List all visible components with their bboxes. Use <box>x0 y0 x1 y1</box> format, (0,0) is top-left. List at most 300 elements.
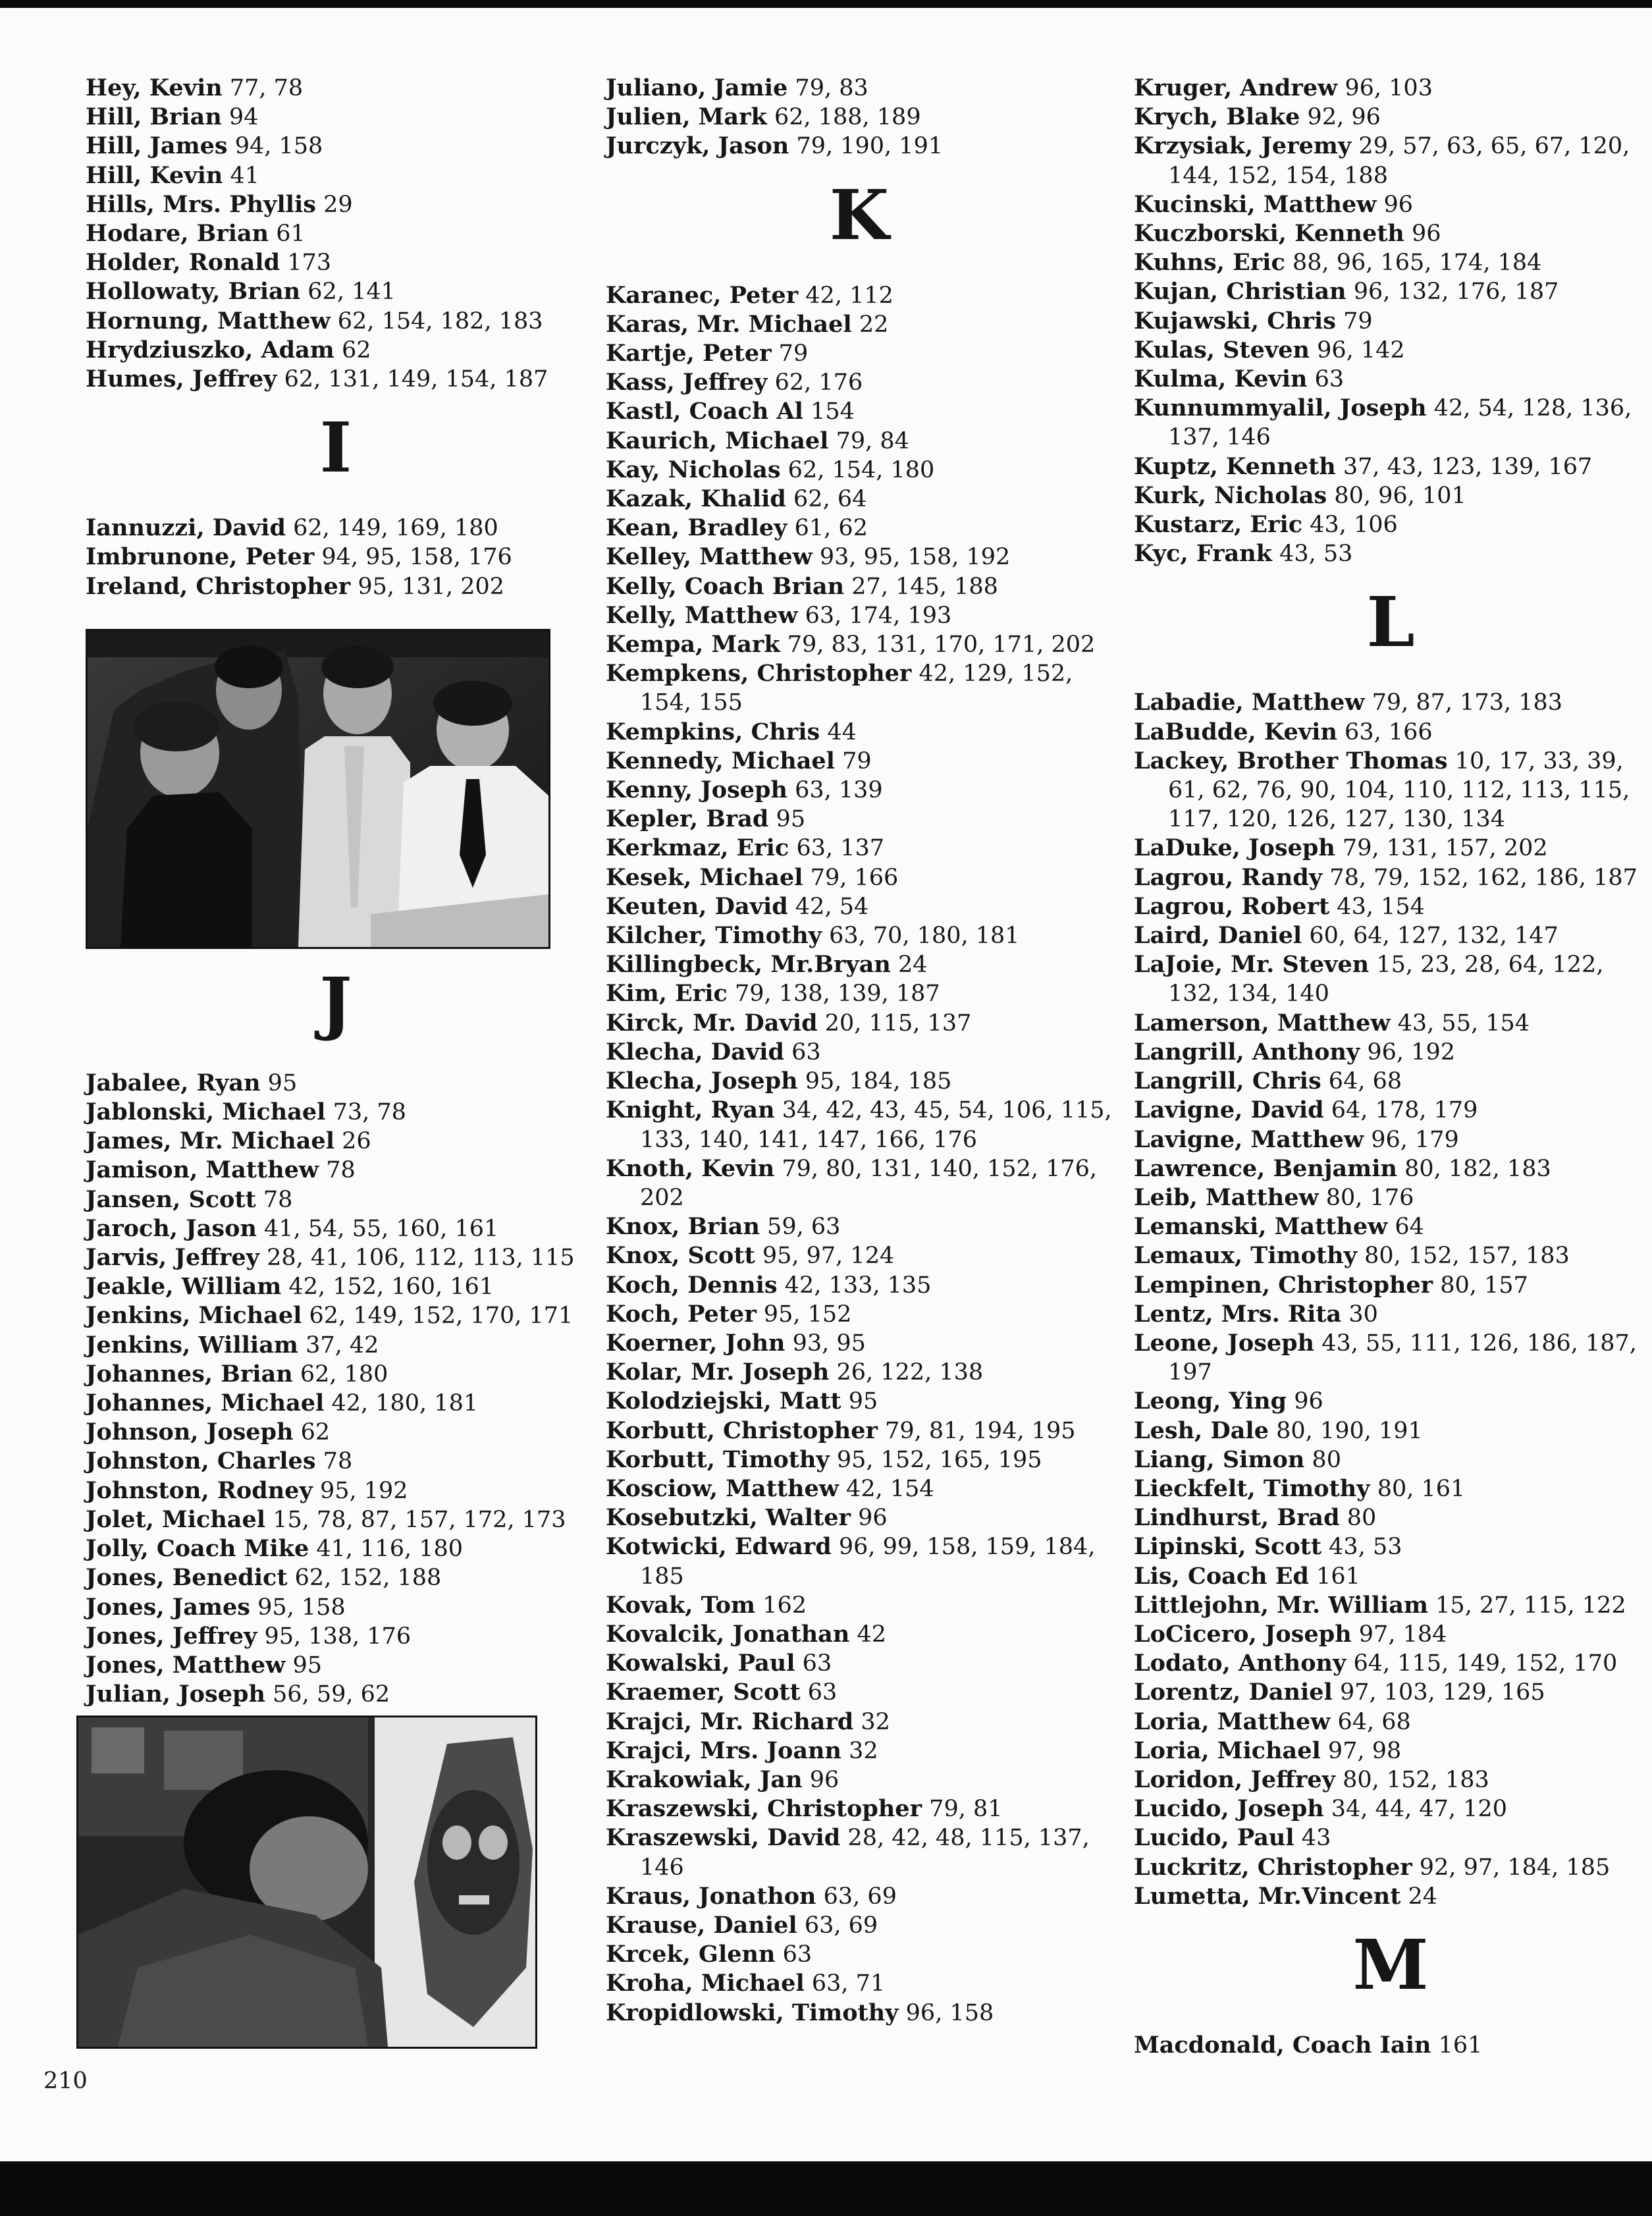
entry-name: Lagrou, Randy <box>1134 863 1323 891</box>
entry-pages: 96 <box>1294 1388 1323 1415</box>
entry-pages: 80, 182, 183 <box>1404 1155 1551 1182</box>
entry-pages: 92, 97, 184, 185 <box>1419 1854 1611 1881</box>
entry-pages: 62, 188, 189 <box>774 104 921 131</box>
index-entry <box>606 543 1113 572</box>
entry-name: Kyc, Frank <box>1134 540 1272 568</box>
entry-pages: 95 <box>776 806 806 833</box>
entry-pages: 62, 131, 149, 154, 187 <box>284 366 548 393</box>
index-entry <box>1134 277 1647 306</box>
entry-pages: 64, 68 <box>1328 1068 1402 1095</box>
entry-name: Knox, Scott <box>606 1242 755 1270</box>
entry-name: Jenkins, Michael <box>86 1302 302 1330</box>
entry-name: Koch, Peter <box>606 1300 757 1328</box>
entry-pages: 59, 63 <box>767 1214 841 1241</box>
index-entry <box>1134 834 1647 863</box>
index-entry <box>1134 1882 1647 1911</box>
index-entry <box>86 1272 586 1301</box>
entry-pages: 26 <box>342 1128 371 1155</box>
index-entry <box>606 1532 1113 1590</box>
entry-pages: 41, 116, 180 <box>316 1536 464 1563</box>
entry-name: Kraemer, Scott <box>606 1679 801 1706</box>
index-entry <box>606 103 1113 132</box>
index-entry <box>86 336 586 365</box>
entry-pages: 29, 57, 63, 65, 67, 120, 144, 152, 154, 188 <box>1168 133 1630 189</box>
index-entry <box>606 1212 1113 1241</box>
index-entry <box>1134 1009 1647 1038</box>
entry-pages: 96 <box>1412 221 1441 248</box>
entry-name: Jabalee, Ryan <box>86 1069 261 1096</box>
entry-name: Hornung, Matthew <box>86 307 331 335</box>
entry-pages: 63, 69 <box>823 1883 897 1910</box>
entry-name: Jolet, Michael <box>86 1505 266 1533</box>
entry-pages: 61, 62 <box>794 515 868 542</box>
entry-name: Korbutt, Christopher <box>606 1417 878 1444</box>
entry-pages: 95, 192 <box>319 1477 408 1504</box>
index-entry <box>86 543 586 572</box>
index-entry <box>1134 1241 1647 1270</box>
entry-name: Littlejohn, Mr. William <box>1134 1591 1429 1619</box>
index-entry <box>1134 1096 1647 1125</box>
entry-name: Lamerson, Matthew <box>1134 1009 1391 1037</box>
entry-name: Lodato, Anthony <box>1134 1650 1346 1677</box>
index-entry <box>86 572 586 601</box>
entry-pages: 161 <box>1438 2032 1483 2059</box>
entry-name: Kovalcik, Jonathan <box>606 1620 850 1648</box>
entry-name: Kaurich, Michael <box>606 427 829 454</box>
index-entry <box>606 1241 1113 1270</box>
entry-name: Liang, Simon <box>1134 1446 1305 1473</box>
index-entry <box>606 1969 1113 1998</box>
entry-pages: 41 <box>230 162 260 189</box>
entry-name: LaJoie, Mr. Steven <box>1134 951 1370 979</box>
entry-pages: 97, 98 <box>1327 1737 1402 1764</box>
entry-name: Johnston, Charles <box>86 1447 316 1475</box>
index-entry <box>86 1651 586 1680</box>
entry-pages: 42, 129, 152, 154, 155 <box>640 661 1073 716</box>
entry-pages: 80, 152, 157, 183 <box>1364 1243 1570 1270</box>
entry-pages: 77, 78 <box>229 75 304 101</box>
entry-pages: 79, 81 <box>929 1796 1003 1823</box>
index-entry <box>1134 1125 1647 1154</box>
index-entry <box>1134 1474 1647 1503</box>
index-entry <box>86 1331 586 1360</box>
entry-pages: 60, 64, 127, 132, 147 <box>1309 923 1559 950</box>
entry-pages: 93, 95 <box>792 1330 866 1357</box>
entry-pages: 79, 83 <box>795 75 868 101</box>
entry-name: James, Mr. Michael <box>86 1127 334 1155</box>
entry-name: Knight, Ryan <box>606 1096 775 1124</box>
entry-name: Lackey, Brother Thomas <box>1134 747 1448 774</box>
entry-name: Langrill, Chris <box>1134 1067 1321 1095</box>
entry-pages: 34, 42, 43, 45, 54, 106, 115, 133, 140, 141, 147, 166, 176 <box>640 1097 1112 1153</box>
entry-name: Jaroch, Jason <box>86 1214 257 1242</box>
entry-pages: 96, 192 <box>1367 1039 1455 1066</box>
entry-name: Kelly, Coach Brian <box>606 572 845 600</box>
entry-name: Lucido, Paul <box>1134 1824 1294 1852</box>
index-entry <box>86 1214 586 1243</box>
entry-pages: 42, 133, 135 <box>784 1272 932 1299</box>
index-entry <box>1134 718 1647 747</box>
index-entry <box>606 132 1113 161</box>
entry-name: Lagrou, Robert <box>1134 892 1330 920</box>
entry-name: Iannuzzi, David <box>86 514 286 542</box>
index-entry <box>606 1795 1113 1824</box>
entry-name: Lavigne, David <box>1134 1096 1324 1124</box>
entry-name: Hills, Mrs. Phyllis <box>86 190 316 218</box>
entry-name: Kenny, Joseph <box>606 776 787 804</box>
entry-name: Kolodziejski, Matt <box>606 1388 841 1415</box>
index-entry <box>606 601 1113 630</box>
entry-pages: 63 <box>782 1941 813 1968</box>
index-entry <box>606 659 1113 717</box>
index-page <box>0 8 1652 2161</box>
entry-name: Kulas, Steven <box>1134 336 1310 364</box>
entry-pages: 96 <box>809 1766 839 1793</box>
index-entry <box>606 1038 1113 1067</box>
entry-name: Lucido, Joseph <box>1134 1795 1324 1823</box>
index-entry <box>1134 510 1647 539</box>
index-entry <box>1134 1154 1647 1183</box>
index-entry <box>86 277 586 306</box>
entry-name: Kotwicki, Edward <box>606 1533 832 1561</box>
entry-pages: 95 <box>848 1388 878 1415</box>
entry-name: Kucinski, Matthew <box>1134 190 1377 218</box>
entry-pages: 62, 154, 180 <box>787 456 935 483</box>
entry-pages: 63, 71 <box>811 1970 886 1997</box>
index-entry <box>606 1387 1113 1416</box>
entry-name: Jones, James <box>86 1593 250 1621</box>
index-entry <box>1134 1271 1647 1300</box>
entry-name: Labadie, Matthew <box>1134 689 1365 716</box>
index-entry <box>86 1680 586 1709</box>
entry-pages: 62, 141 <box>307 279 396 306</box>
entry-name: Hollowaty, Brian <box>86 278 301 306</box>
entry-pages: 43, 106 <box>1310 512 1398 539</box>
entry-name: LaDuke, Joseph <box>1134 834 1335 862</box>
entry-name: Kosebutzki, Walter <box>606 1504 851 1532</box>
entry-name: Jamison, Matthew <box>86 1156 319 1184</box>
entry-pages: 78 <box>326 1157 356 1184</box>
index-entry <box>606 1649 1113 1678</box>
entry-name: Leib, Matthew <box>1134 1183 1319 1211</box>
entry-name: Krcek, Glenn <box>606 1941 776 1968</box>
entry-name: Loria, Michael <box>1134 1737 1321 1764</box>
entry-name: Jeakle, William <box>86 1273 282 1301</box>
index-entry <box>606 572 1113 601</box>
entry-name: Jablonski, Michael <box>86 1098 326 1126</box>
index-entry <box>606 630 1113 659</box>
entry-pages: 30 <box>1348 1301 1378 1328</box>
entry-name: Kirck, Mr. David <box>606 1009 818 1037</box>
entry-pages: 95 <box>267 1069 298 1096</box>
entry-pages: 96, 103 <box>1345 75 1433 101</box>
entry-pages: 62, 149, 169, 180 <box>293 515 498 542</box>
entry-pages: 42, 54, 128, 136, 137, 146 <box>1168 395 1632 451</box>
entry-name: Kulma, Kevin <box>1134 365 1308 393</box>
entry-pages: 15, 23, 28, 64, 122, 132, 134, 140 <box>1168 952 1604 1008</box>
entry-pages: 64, 68 <box>1337 1708 1411 1735</box>
index-entry <box>1134 1824 1647 1852</box>
section-letter-i: I <box>319 407 352 489</box>
entry-pages: 73, 78 <box>333 1099 406 1126</box>
entry-pages: 95, 131, 202 <box>358 573 505 600</box>
index-entry <box>86 1418 586 1447</box>
index-entry <box>1134 921 1647 950</box>
entry-name: Kelly, Matthew <box>606 601 798 629</box>
index-entry <box>86 248 586 277</box>
index-entry <box>606 281 1113 310</box>
entry-name: Lieckfelt, Timothy <box>1134 1474 1370 1502</box>
entry-name: Lemanski, Matthew <box>1134 1213 1388 1241</box>
entry-name: Kraszewski, Christopher <box>606 1795 922 1823</box>
entry-pages: 63 <box>1314 366 1345 393</box>
entry-pages: 10, 17, 33, 39, 61, 62, 76, 90, 104, 110, 112, 113, 115, 117, 120, 126, 127, 130, 134 <box>1168 747 1630 833</box>
entry-pages: 63 <box>807 1679 838 1706</box>
entry-name: Kastl, Coach Al <box>606 398 803 425</box>
entry-pages: 95, 97, 124 <box>762 1243 895 1270</box>
index-column-1 <box>86 74 586 2049</box>
section-letter-k: K <box>829 174 890 256</box>
index-entry <box>606 1708 1113 1737</box>
index-entry <box>606 1678 1113 1707</box>
entry-name: Knox, Brian <box>606 1213 760 1241</box>
index-entry <box>86 1389 586 1418</box>
entry-pages: 63, 166 <box>1345 718 1433 745</box>
entry-pages: 63, 174, 193 <box>805 602 952 629</box>
entry-pages: 88, 96, 165, 174, 184 <box>1292 250 1542 277</box>
index-entry <box>86 161 586 190</box>
index-column-3 <box>1134 74 1647 2060</box>
entry-pages: 64, 115, 149, 152, 170 <box>1353 1650 1618 1677</box>
entry-name: Hrydziuszko, Adam <box>86 336 334 364</box>
entry-name: Kujawski, Chris <box>1134 307 1336 335</box>
entry-pages: 43, 53 <box>1279 541 1353 568</box>
index-entry <box>86 103 586 132</box>
index-entry <box>1134 248 1647 277</box>
entry-name: Lentz, Mrs. Rita <box>1134 1300 1342 1328</box>
entry-name: Kerkmaz, Eric <box>606 834 789 862</box>
entry-name: Kolar, Mr. Joseph <box>606 1359 830 1386</box>
entry-pages: 24 <box>1408 1883 1438 1910</box>
entry-pages: 24 <box>897 952 928 979</box>
entry-pages: 96, 142 <box>1317 337 1405 364</box>
index-entry <box>1134 1591 1647 1620</box>
index-entry <box>606 368 1113 397</box>
entry-name: Kovak, Tom <box>606 1591 756 1619</box>
index-entry <box>606 1620 1113 1649</box>
entry-pages: 96 <box>858 1505 888 1532</box>
entry-name: Karanec, Peter <box>606 281 799 309</box>
entry-name: Julien, Mark <box>606 103 767 131</box>
entry-name: Juliano, Jamie <box>606 74 788 101</box>
entry-name: Hill, Brian <box>86 103 222 131</box>
entry-name: LaBudde, Kevin <box>1134 718 1337 745</box>
index-entry <box>1134 336 1647 365</box>
index-entry <box>86 1505 586 1534</box>
entry-pages: 79, 138, 139, 187 <box>734 981 940 1008</box>
entry-name: Kunnummyalil, Joseph <box>1134 394 1427 422</box>
index-entry <box>606 1882 1113 1911</box>
entry-pages: 43, 154 <box>1337 893 1425 920</box>
entry-name: Krakowiak, Jan <box>606 1766 803 1793</box>
entry-name: Ireland, Christopher <box>86 572 351 600</box>
index-entry <box>1134 307 1647 336</box>
entry-pages: 162 <box>762 1592 807 1619</box>
index-entry <box>86 1622 586 1651</box>
index-entry <box>1134 747 1647 834</box>
entry-name: Krajci, Mrs. Joann <box>606 1737 841 1764</box>
entry-name: Karas, Mr. Michael <box>606 310 852 338</box>
entry-pages: 79, 81, 194, 195 <box>885 1417 1076 1444</box>
entry-name: Kraus, Jonathon <box>606 1882 816 1910</box>
entry-pages: 43 <box>1301 1825 1331 1852</box>
entry-pages: 62, 152, 188 <box>294 1565 442 1592</box>
entry-pages: 27, 145, 188 <box>851 573 998 600</box>
entry-pages: 80, 157 <box>1440 1272 1528 1299</box>
entry-name: Jones, Jeffrey <box>86 1622 257 1650</box>
entry-name: Loridon, Jeffrey <box>1134 1766 1335 1793</box>
index-entry <box>606 485 1113 514</box>
entry-pages: 80, 161 <box>1377 1475 1466 1502</box>
index-entry <box>86 132 586 161</box>
entry-name: Kroha, Michael <box>606 1970 805 1997</box>
entry-name: Lemaux, Timothy <box>1134 1242 1357 1270</box>
entry-name: Johannes, Michael <box>86 1390 325 1417</box>
entry-pages: 93, 95, 158, 192 <box>819 544 1011 571</box>
entry-pages: 64 <box>1395 1214 1424 1241</box>
entry-name: Kuptz, Kenneth <box>1134 452 1336 480</box>
index-entry <box>606 427 1113 456</box>
entry-name: Knoth, Kevin <box>606 1154 775 1182</box>
entry-name: Kustarz, Eric <box>1134 511 1303 539</box>
entry-pages: 79, 87, 173, 183 <box>1372 689 1563 716</box>
entry-name: Kempkins, Chris <box>606 718 820 745</box>
entry-pages: 79, 80, 131, 140, 152, 176, 202 <box>640 1155 1098 1211</box>
index-section-i <box>86 514 586 601</box>
entry-pages: 64, 178, 179 <box>1331 1097 1478 1124</box>
index-entry <box>1134 2031 1647 2060</box>
entry-name: Julian, Joseph <box>86 1681 265 1708</box>
entry-name: Jolly, Coach Mike <box>86 1535 309 1563</box>
index-entry <box>86 1534 586 1563</box>
entry-pages: 96, 132, 176, 187 <box>1353 279 1559 306</box>
entry-name: Johannes, Brian <box>86 1360 293 1388</box>
entry-pages: 42, 54 <box>795 893 869 920</box>
index-entry <box>1134 481 1647 510</box>
entry-pages: 79, 84 <box>836 427 909 454</box>
index-entry <box>606 339 1113 368</box>
page-number: 210 <box>43 2068 88 2094</box>
entry-pages: 94, 158 <box>234 133 323 160</box>
entry-name: Kuczborski, Kenneth <box>1134 220 1404 248</box>
index-entry <box>1134 950 1647 1008</box>
index-section-h <box>86 74 586 394</box>
index-entry <box>606 979 1113 1008</box>
entry-pages: 154 <box>811 398 855 425</box>
entry-name: Klecha, Joseph <box>606 1067 798 1095</box>
entry-pages: 94 <box>228 104 259 131</box>
entry-name: Korbutt, Timothy <box>606 1446 830 1473</box>
entry-pages: 80, 96, 101 <box>1334 482 1466 509</box>
entry-name: Kowalski, Paul <box>606 1650 795 1677</box>
entry-name: Kartje, Peter <box>606 340 772 367</box>
entry-name: Kim, Eric <box>606 980 728 1008</box>
index-entry <box>86 514 586 543</box>
entry-pages: 96, 99, 158, 159, 184, 185 <box>640 1534 1096 1590</box>
index-entry <box>606 921 1113 950</box>
index-entry <box>1134 1795 1647 1824</box>
entry-pages: 62, 180 <box>300 1361 388 1388</box>
entry-name: LoCicero, Joseph <box>1134 1620 1352 1648</box>
index-entry <box>86 1476 586 1505</box>
index-entry <box>606 1446 1113 1474</box>
entry-pages: 28, 42, 48, 115, 137, 146 <box>640 1825 1090 1881</box>
index-entry <box>1134 1649 1647 1678</box>
entry-name: Kepler, Brad <box>606 805 769 833</box>
index-entry <box>86 1243 586 1272</box>
entry-name: Jenkins, William <box>86 1331 298 1359</box>
entry-pages: 95, 152 <box>763 1301 852 1328</box>
index-entry <box>606 1766 1113 1795</box>
entry-pages: 80, 190, 191 <box>1276 1417 1423 1444</box>
index-column-2 <box>606 74 1113 2028</box>
entry-name: Krzysiak, Jeremy <box>1134 132 1352 160</box>
index-entry <box>606 74 1113 103</box>
entry-pages: 63, 139 <box>795 777 883 804</box>
entry-pages: 62, 176 <box>774 369 863 396</box>
entry-name: Lawrence, Benjamin <box>1134 1154 1397 1182</box>
entry-name: Luckritz, Christopher <box>1134 1853 1412 1881</box>
index-entry <box>1134 1183 1647 1212</box>
entry-name: Lindhurst, Brad <box>1134 1504 1340 1532</box>
index-entry <box>1134 1300 1647 1329</box>
index-entry <box>606 1999 1113 2028</box>
index-entry <box>606 776 1113 805</box>
entry-pages: 96, 158 <box>905 1999 994 2026</box>
index-entry <box>1134 1503 1647 1532</box>
index-entry <box>1134 1212 1647 1241</box>
entry-pages: 95, 152, 165, 195 <box>836 1446 1042 1473</box>
index-entry <box>86 1069 586 1098</box>
entry-name: Killingbeck, Mr.Bryan <box>606 951 891 979</box>
entry-pages: 80, 152, 183 <box>1343 1766 1489 1793</box>
entry-name: Leong, Ying <box>1134 1388 1287 1415</box>
entry-pages: 97, 103, 129, 165 <box>1340 1679 1545 1706</box>
index-entry <box>606 1300 1113 1329</box>
index-entry <box>606 1824 1113 1881</box>
index-entry <box>606 892 1113 921</box>
index-entry <box>606 1154 1113 1212</box>
entry-pages: 80 <box>1346 1505 1377 1532</box>
entry-name: Krajci, Mr. Richard <box>606 1708 854 1735</box>
entry-pages: 15, 78, 87, 157, 172, 173 <box>273 1506 566 1533</box>
index-entry <box>86 1185 586 1214</box>
index-entry <box>606 834 1113 863</box>
entry-name: Koch, Dennis <box>606 1271 778 1299</box>
index-section-j-continued <box>606 74 1113 161</box>
index-entry <box>1134 1620 1647 1649</box>
entry-name: Lempinen, Christopher <box>1134 1271 1433 1299</box>
entry-pages: 62 <box>300 1419 331 1446</box>
index-section-l <box>1134 688 1647 1911</box>
entry-pages: 32 <box>861 1708 890 1735</box>
index-entry <box>1134 1853 1647 1882</box>
entry-name: Kelley, Matthew <box>606 543 813 571</box>
entry-pages: 63 <box>802 1650 832 1677</box>
entry-name: Kass, Jeffrey <box>606 369 768 396</box>
index-entry <box>606 1417 1113 1446</box>
entry-pages: 79, 131, 157, 202 <box>1342 835 1548 862</box>
